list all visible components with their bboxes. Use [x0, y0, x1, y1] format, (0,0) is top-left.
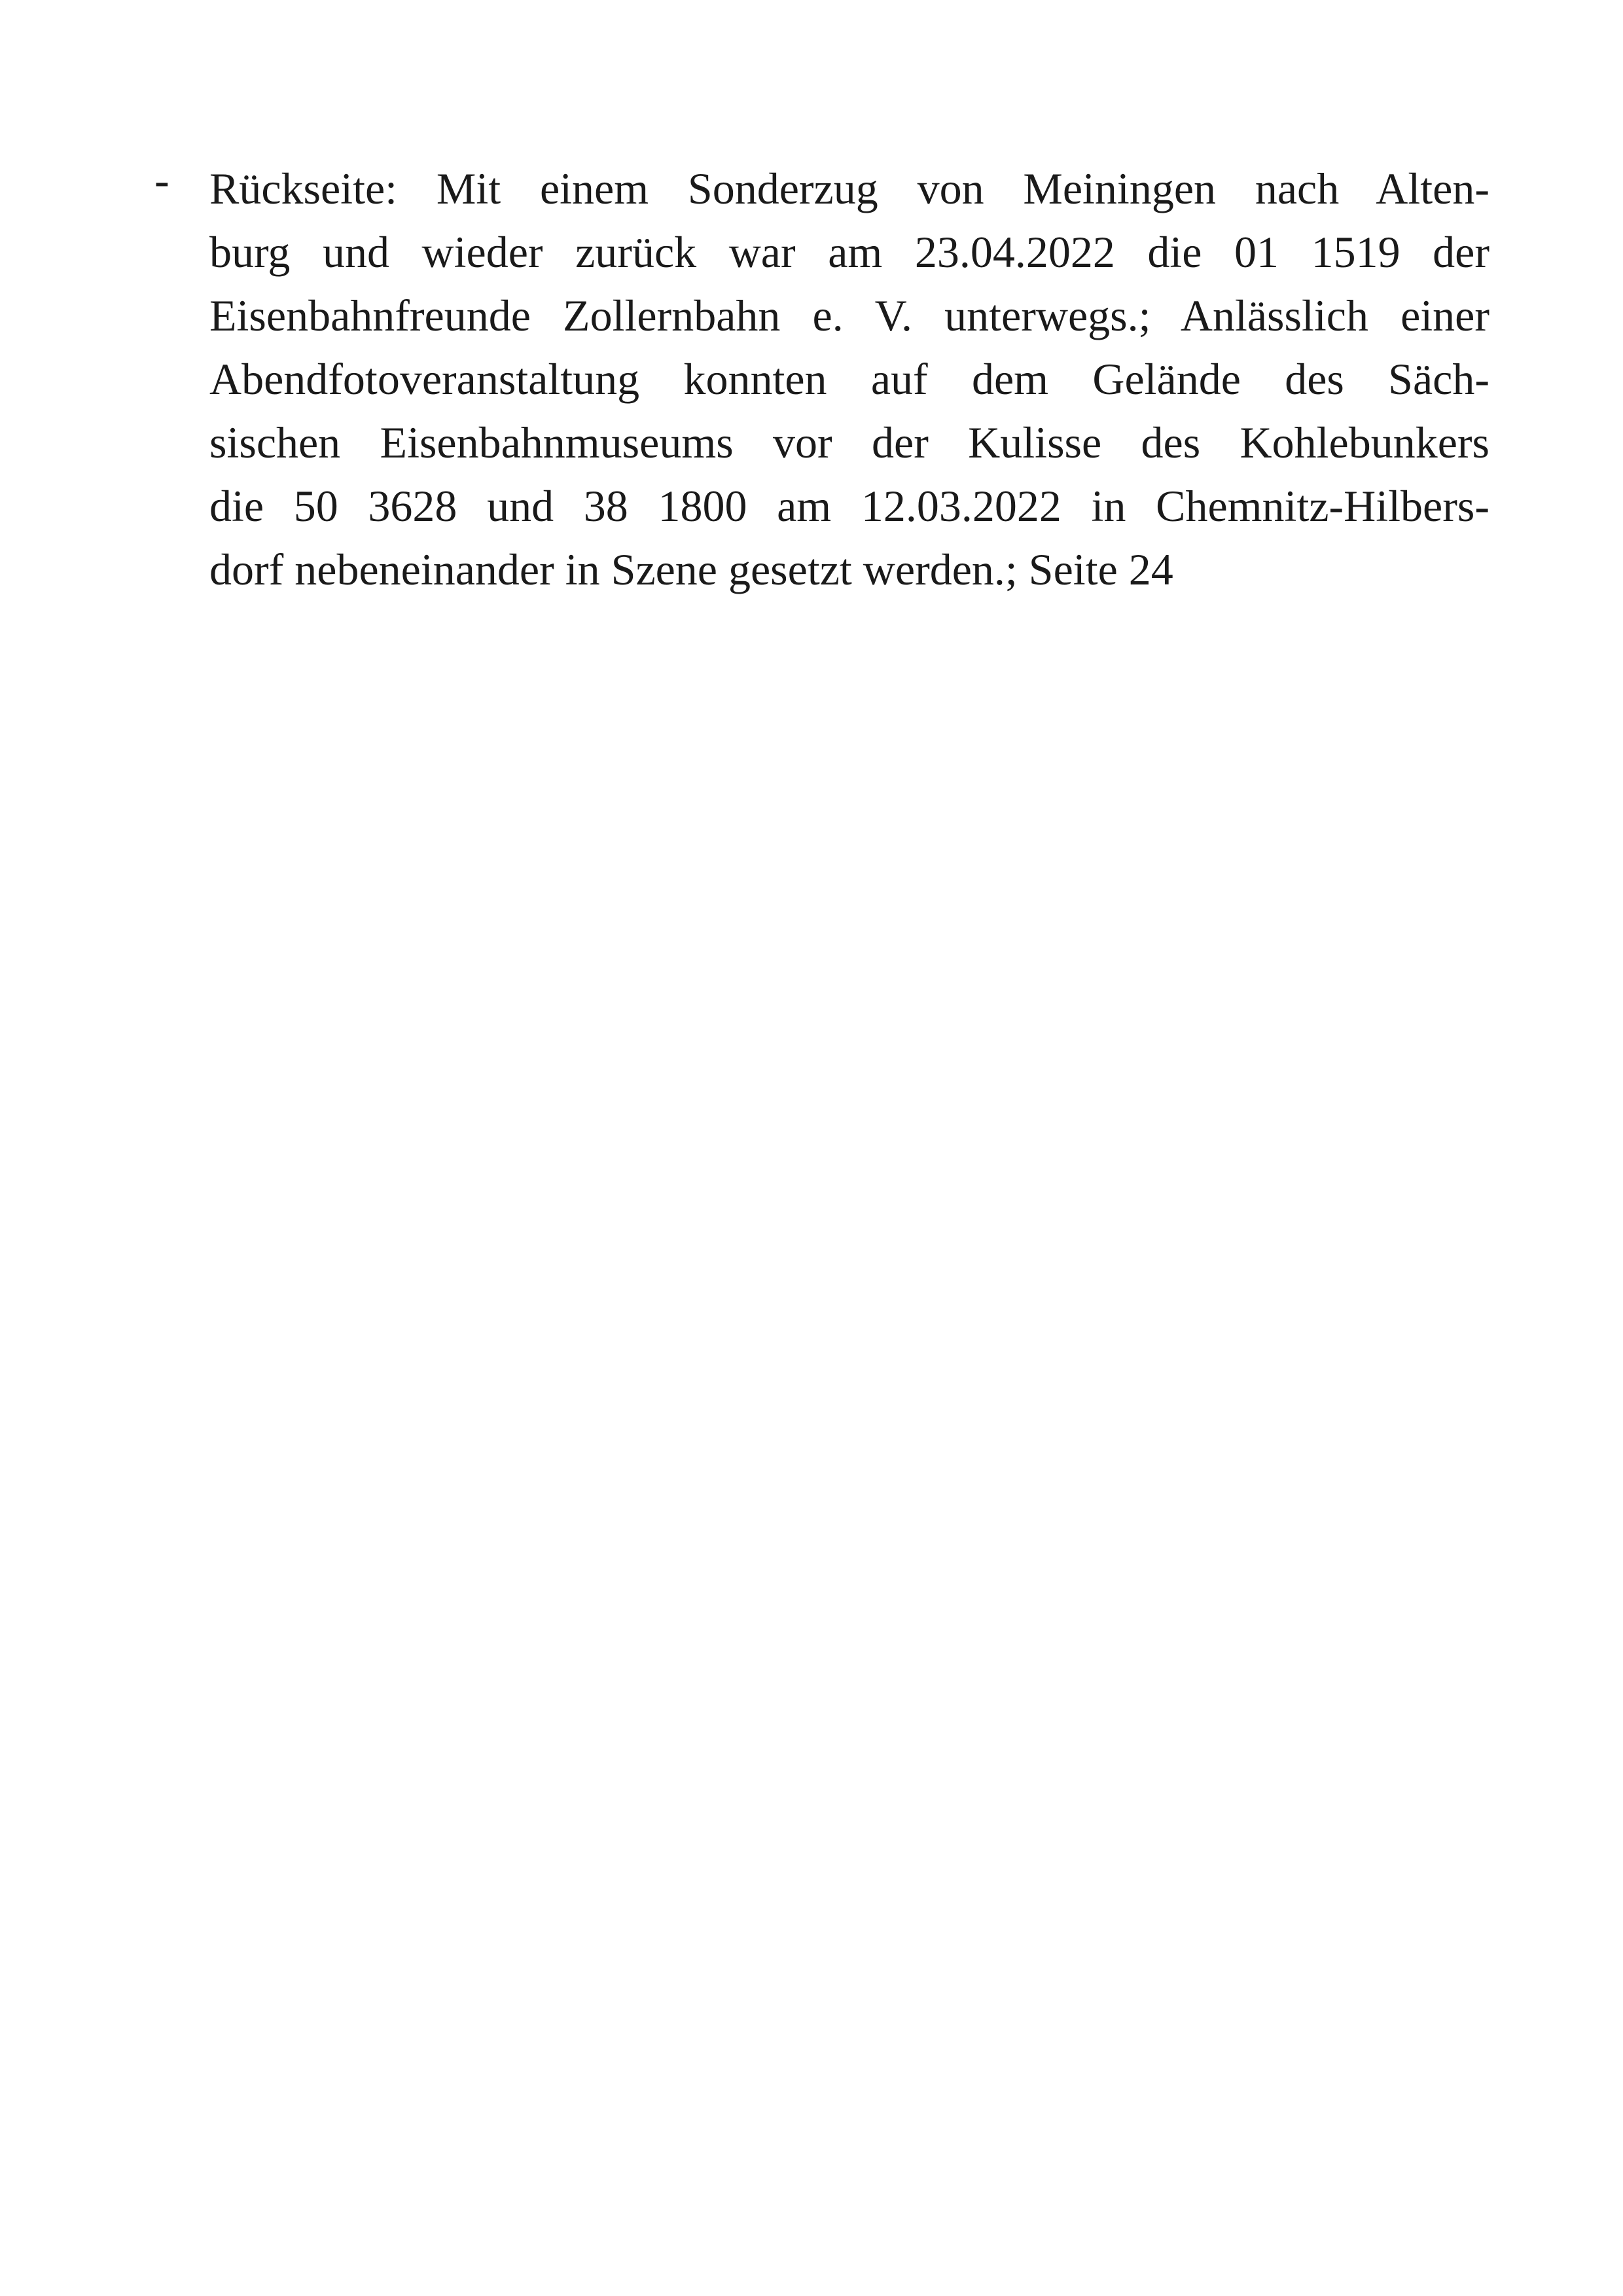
caption-line-6: die 50 3628 und 38 1800 am 12.03.2022 in Chemnitz-Hilbers-	[209, 481, 1489, 531]
list-item	[154, 157, 1489, 601]
caption-line-1: Rückseite: Mit einem Sonderzug von Meiningen nach Alten-	[209, 164, 1489, 213]
caption-line-3: Eisenbahnfreunde Zollernbahn e. V. unterwegs.; Anlässlich einer	[209, 291, 1489, 340]
list-bullet: -	[154, 155, 169, 205]
caption-line-4: Abendfotoveranstaltung konnten auf dem Gelände des Säch-	[209, 354, 1489, 404]
caption-line-7: dorf nebeneinander in Szene gesetzt werden.; Seite 24	[209, 545, 1173, 594]
caption-line-5: sischen Eisenbahnmuseums vor der Kulisse des Kohlebunkers	[209, 418, 1489, 467]
caption-list	[154, 157, 1489, 601]
caption-line-2: burg und wieder zurück war am 23.04.2022 die 01 1519 der	[209, 227, 1489, 277]
